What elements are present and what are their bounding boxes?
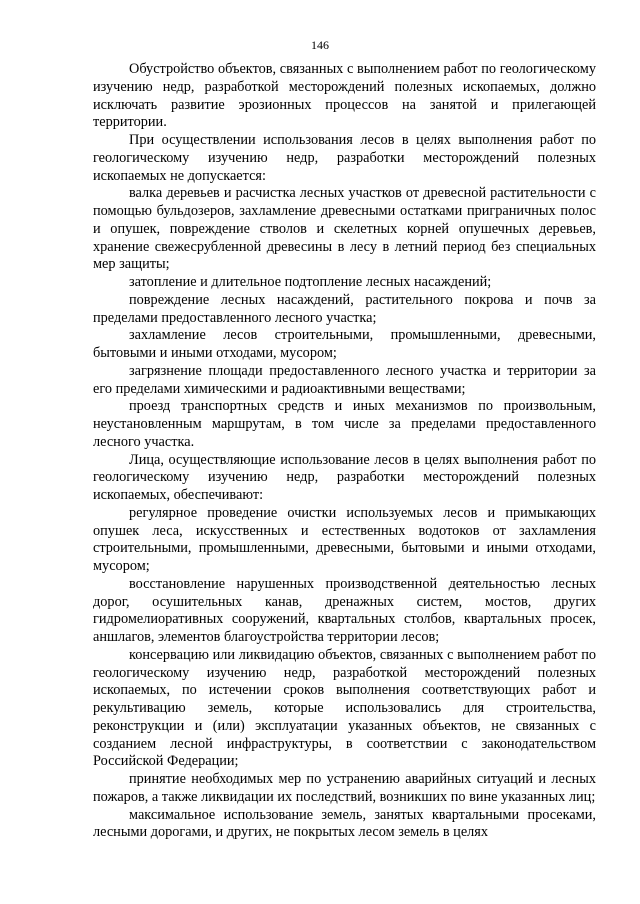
page-number: 146 bbox=[311, 38, 329, 52]
paragraph: захламление лесов строительными, промышленными, древесными, бытовыми и иными отходами, мусором; bbox=[93, 327, 596, 361]
paragraph: Лица, осуществляющие использование лесов в целях выполнения работ по геологическому изучению недр, разработки месторождений полезных ископаемых, обеспечивают: bbox=[93, 451, 596, 503]
paragraph: принятие необходимых мер по устранению аварийных ситуаций и лесных пожаров, а также ликвидации их последствий, возникших по вине указанных лиц; bbox=[93, 771, 596, 805]
paragraph: затопление и длительное подтопление лесных насаждений; bbox=[129, 274, 492, 290]
paragraph: повреждение лесных насаждений, растительного покрова и почв за пределами предоставленного лесного участка; bbox=[93, 291, 596, 326]
paragraph: проезд транспортных средств и иных механизмов по произвольным, неустановленным маршрутам, в том числе за пределами предоставленного лесного участка. bbox=[93, 398, 596, 450]
paragraph: Обустройство объектов, связанных с выполнением работ по геологическому изучению недр, разработкой месторождений полезных ископаемых, должно исключать развитие эрозионных процессов на занятой и прилегающей территории. bbox=[93, 61, 596, 131]
paragraph: регулярное проведение очистки используемых лесов и примыкающих опушек леса, искусственных и естественных водотоков от захламления строительными, промышленными, древесными, бытовыми и иными отходами, мусором; bbox=[93, 504, 596, 574]
paragraph: При осуществлении использования лесов в целях выполнения работ по геологическому изучению недр, разработки месторождений полезных ископаемых не допускается: bbox=[93, 132, 596, 184]
paragraph: максимальное использование земель, занятых квартальными просеками, лесными дорогами, и других, не покрытых лесом земель в целях bbox=[93, 806, 596, 841]
paragraph: загрязнение площади предоставленного лесного участка и территории за его пределами химическими и радиоактивными веществами; bbox=[93, 362, 596, 397]
paragraph: консервацию или ликвидацию объектов, связанных с выполнением работ по геологическому изучению недр, разработкой месторождений полезных ископаемых, по истечении сроков выполнения соответствующих работ и рекультивацию земель, которые использовались для строительства, реконструкции и (или) эксплуатации указанных объектов, не связанных с созданием лесной инфраструктуры, в соответствии с законодательством Российской Федерации; bbox=[93, 646, 596, 770]
document-body bbox=[93, 61, 596, 842]
paragraph: восстановление нарушенных производственной деятельностью лесных дорог, осушительных канав, дренажных систем, мостов, других гидромелиоративных сооружений, квартальных столбов, квартальных просек, аншлагов, элементов благоустройства территории лесов; bbox=[93, 575, 596, 645]
paragraph: валка деревьев и расчистка лесных участков от древесной растительности с помощью бульдозеров, захламление древесными остатками приграничных полос и опушек, повреждение стволов и скелетных корней опушечных деревьев, хранение свежесрубленной древесины в лесу в летний период без специальных мер защиты; bbox=[93, 185, 596, 273]
